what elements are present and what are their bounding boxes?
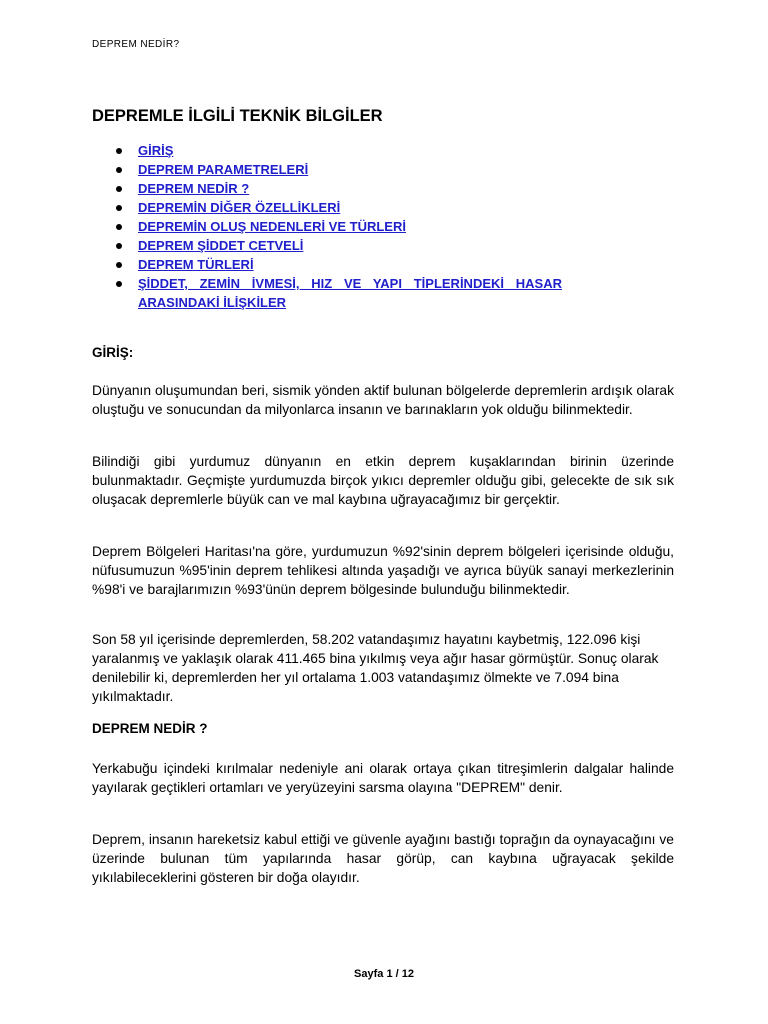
bullet-icon [116, 148, 122, 154]
paragraph: Yerkabuğu içindeki kırılmalar nedeniyle ani olarak ortaya çıkan titreşimlerin dalgalar halinde yayılarak geçtikleri ortamları ve yeryüzeyini sarsma olayına "DEPREM" denir. [92, 761, 674, 795]
bullet-icon [116, 262, 122, 268]
toc-link-hasar-iliskileri[interactable]: ŞİDDET, ZEMİN İVMESİ, HIZ VE YAPI TİPLERİNDEKİ HASAR ARASINDAKİ İLİŞKİLER [138, 276, 562, 310]
page-number: Sayfa 1 / 12 [354, 968, 414, 980]
toc-link-deprem-parametreleri[interactable]: DEPREM PARAMETRELERİ [138, 162, 309, 177]
bullet-icon [116, 224, 122, 230]
section-title-giris: GİRİŞ: [92, 345, 134, 360]
section-title-deprem-nedir: DEPREM NEDİR ? [92, 721, 208, 736]
paragraph: Dünyanın oluşumundan beri, sismik yönden aktif bulunan bölgelerde depremlerin ardışık olarak oluştuğu ve sonucundan da milyonlarca insanın ve barınakların yok olduğu bilinmektedir. [92, 383, 674, 417]
toc-item [92, 217, 682, 236]
toc-link-deprem-nedir[interactable]: DEPREM NEDİR ? [138, 181, 250, 196]
toc-item [92, 160, 682, 179]
toc-item [92, 255, 682, 274]
bullet-icon [116, 167, 122, 173]
toc-link-olus-nedenleri[interactable]: DEPREMİN OLUŞ NEDENLERİ VE TÜRLERİ [138, 219, 406, 234]
toc-item [92, 274, 682, 312]
toc-link-diger-ozellikler[interactable]: DEPREMİN DİĞER ÖZELLİKLERİ [138, 200, 341, 215]
toc-link-deprem-turleri[interactable]: DEPREM TÜRLERİ [138, 257, 254, 272]
page-title: DEPREMLE İLGİLİ TEKNİK BİLGİLER [92, 107, 383, 125]
paragraph: Deprem Bölgeleri Haritası'na göre, yurdumuzun %92'sinin deprem bölgeleri içerisinde olduğu, nüfusumuzun %95'inin deprem tehlikesi altında yaşadığı ve ayrıca büyük sanayi merkezlerinin %98'i ve barajlarımızın %93'ünün deprem bölgesinde bulunduğu bilinmektedir. [92, 544, 674, 597]
running-header: DEPREM NEDİR? [92, 39, 180, 50]
paragraph: Deprem, insanın hareketsiz kabul ettiği ve güvenle ayağını bastığı toprağın da oynayacağını ve üzerinde bulunan tüm yapılarında hasar görüp, can kaybına uğrayacak şekilde yıkılabileceklerini gösteren bir doğa olayıdır. [92, 832, 674, 885]
toc-item [92, 141, 682, 160]
bullet-icon [116, 243, 122, 249]
toc-item [92, 198, 682, 217]
toc-item [92, 236, 682, 255]
toc-item [92, 179, 682, 198]
paragraph: Bilindiği gibi yurdumuz dünyanın en etkin deprem kuşaklarından birinin üzerinde bulunmaktadır. Geçmişte yurdumuzda birçok yıkıcı depremler olduğu gibi, gelecekte de sık sık oluşacak depremlerle büyük can ve mal kaybına uğrayacağımız bir gerçektir. [92, 454, 674, 507]
paragraph: Son 58 yıl içerisinde depremlerden, 58.202 vatandaşımız hayatını kaybetmiş, 122.096 kişi yaralanmış ve yaklaşık olarak 411.465 bina yıkılmış veya ağır hasar görmüştür. Sonuç olarak denilebilir ki, depremlerden her yıl ortalama 1.003 vatandaşımız ölmekte ve 7.094 bina yıkılmaktadır. [92, 632, 659, 704]
table-of-contents [92, 141, 682, 312]
toc-link-giris[interactable]: GİRİŞ [138, 143, 174, 158]
toc-link-siddet-cetveli[interactable]: DEPREM ŞİDDET CETVELİ [138, 238, 304, 253]
bullet-icon [116, 281, 122, 287]
bullet-icon [116, 186, 122, 192]
bullet-icon [116, 205, 122, 211]
